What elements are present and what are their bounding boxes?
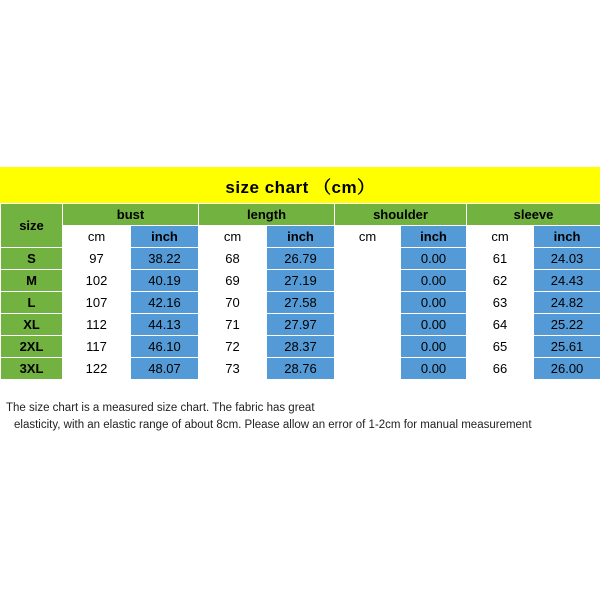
header-bust-cm: cm <box>63 226 131 248</box>
cell-shoulder-inch: 0.00 <box>401 336 467 358</box>
page-title: size chart （cm） <box>225 177 375 197</box>
cell-sleeve-cm: 61 <box>467 248 534 270</box>
table-row <box>1 292 600 314</box>
cell-bust-cm: 117 <box>63 336 131 358</box>
cell-bust-cm: 122 <box>63 358 131 380</box>
cell-sleeve-cm: 64 <box>467 314 534 336</box>
cell-length-cm: 69 <box>199 270 267 292</box>
cell-size: 3XL <box>1 358 63 380</box>
header-bust-inch: inch <box>131 226 199 248</box>
cell-sleeve-inch: 24.43 <box>534 270 600 292</box>
cell-sleeve-inch: 26.00 <box>534 358 600 380</box>
header-shoulder-inch: inch <box>401 226 467 248</box>
cell-shoulder-cm <box>335 270 401 292</box>
cell-bust-inch: 46.10 <box>131 336 199 358</box>
cell-shoulder-cm <box>335 292 401 314</box>
table-row <box>1 270 600 292</box>
table-row <box>1 248 600 270</box>
header-length: length <box>199 204 335 226</box>
cell-bust-cm: 112 <box>63 314 131 336</box>
cell-bust-inch: 48.07 <box>131 358 199 380</box>
cell-sleeve-cm: 62 <box>467 270 534 292</box>
cell-shoulder-cm <box>335 336 401 358</box>
cell-size: XL <box>1 314 63 336</box>
cell-sleeve-inch: 24.03 <box>534 248 600 270</box>
cell-sleeve-cm: 66 <box>467 358 534 380</box>
cell-length-inch: 27.19 <box>267 270 335 292</box>
table-row <box>1 314 600 336</box>
note-line-2: elasticity, with an elastic range of about 8cm. Please allow an error of 1-2cm for manual measurement <box>14 419 532 431</box>
header-bust: bust <box>63 204 199 226</box>
cell-length-inch: 27.58 <box>267 292 335 314</box>
header-shoulder-cm: cm <box>335 226 401 248</box>
table-group-header-row <box>1 204 600 226</box>
cell-sleeve-cm: 63 <box>467 292 534 314</box>
cell-size: M <box>1 270 63 292</box>
size-chart-table <box>0 203 600 380</box>
table-unit-header-row <box>1 226 600 248</box>
cell-bust-cm: 102 <box>63 270 131 292</box>
cell-length-cm: 68 <box>199 248 267 270</box>
cell-bust-cm: 107 <box>63 292 131 314</box>
cell-shoulder-cm <box>335 358 401 380</box>
cell-shoulder-inch: 0.00 <box>401 314 467 336</box>
cell-shoulder-inch: 0.00 <box>401 358 467 380</box>
cell-sleeve-cm: 65 <box>467 336 534 358</box>
cell-size: S <box>1 248 63 270</box>
cell-sleeve-inch: 24.82 <box>534 292 600 314</box>
cell-length-inch: 28.76 <box>267 358 335 380</box>
cell-bust-inch: 44.13 <box>131 314 199 336</box>
cell-bust-cm: 97 <box>63 248 131 270</box>
header-sleeve-cm: cm <box>467 226 534 248</box>
cell-length-inch: 28.37 <box>267 336 335 358</box>
size-chart-block <box>0 167 600 380</box>
chart-title-bar <box>0 167 600 203</box>
cell-size: 2XL <box>1 336 63 358</box>
header-shoulder: shoulder <box>335 204 467 226</box>
cell-length-cm: 73 <box>199 358 267 380</box>
cell-length-inch: 26.79 <box>267 248 335 270</box>
cell-shoulder-cm <box>335 314 401 336</box>
cell-shoulder-inch: 0.00 <box>401 270 467 292</box>
cell-length-cm: 70 <box>199 292 267 314</box>
cell-shoulder-inch: 0.00 <box>401 292 467 314</box>
cell-sleeve-inch: 25.61 <box>534 336 600 358</box>
cell-length-inch: 27.97 <box>267 314 335 336</box>
header-size: size <box>1 204 63 248</box>
table-row <box>1 336 600 358</box>
cell-length-cm: 72 <box>199 336 267 358</box>
header-sleeve-inch: inch <box>534 226 600 248</box>
measurement-note <box>6 400 586 434</box>
cell-bust-inch: 42.16 <box>131 292 199 314</box>
cell-shoulder-inch: 0.00 <box>401 248 467 270</box>
header-length-cm: cm <box>199 226 267 248</box>
table-row <box>1 358 600 380</box>
cell-bust-inch: 40.19 <box>131 270 199 292</box>
header-sleeve: sleeve <box>467 204 600 226</box>
cell-size: L <box>1 292 63 314</box>
note-line-1: The size chart is a measured size chart. The fabric has great <box>6 402 315 414</box>
cell-shoulder-cm <box>335 248 401 270</box>
header-length-inch: inch <box>267 226 335 248</box>
cell-sleeve-inch: 25.22 <box>534 314 600 336</box>
cell-length-cm: 71 <box>199 314 267 336</box>
cell-bust-inch: 38.22 <box>131 248 199 270</box>
